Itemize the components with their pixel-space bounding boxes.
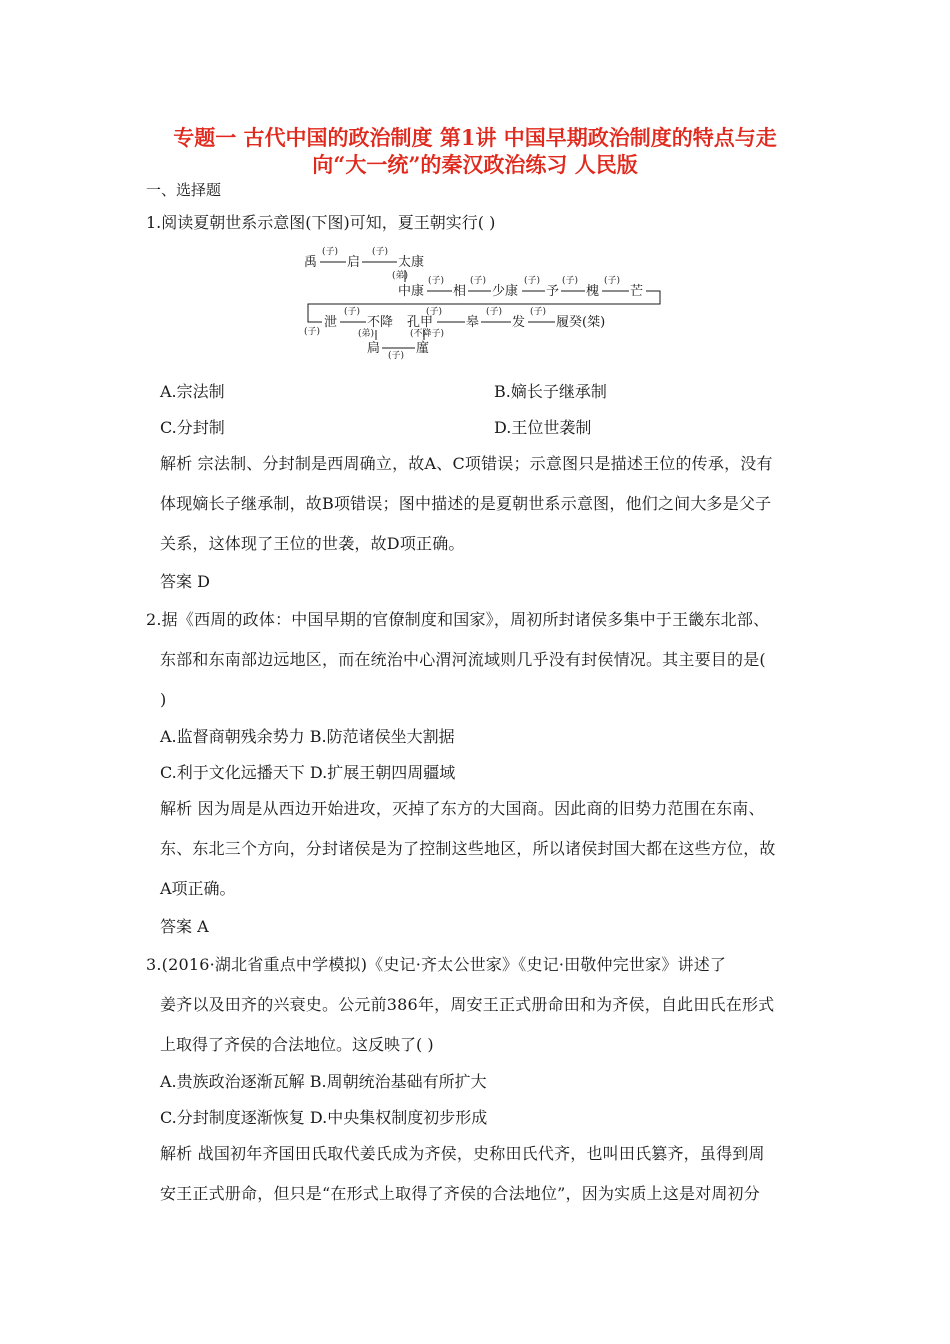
q2-options-ab: A.监督商朝残余势力 B.防范诸侯坐大割据 (160, 727, 455, 746)
rel-fa-lugui: (子) (530, 307, 547, 317)
q3-options-cd: C.分封制度逐渐恢复 D.中央集权制度初步形成 (160, 1108, 488, 1127)
rel-bujiang-jiong: (弟) (358, 329, 375, 339)
rel-shaokang-yu: (子) (524, 276, 541, 286)
node-jiong: 扃 (367, 341, 381, 356)
q3-analysis-line-1: 解析 战国初年齐国田氏取代姜氏成为齐侯，史称田氏代齐，也叫田氏篡齐，虽得到周 (160, 1144, 765, 1163)
q3-analysis-line-2: 安王正式册命，但只是“在形式上取得了齐侯的合法地位”，因为实质上这是对周初分 (160, 1184, 760, 1203)
question-3-stem-line-3: 上取得了齐侯的合法地位。这反映了( ) (160, 1035, 434, 1054)
rel-taikang-zhongkang: (弟) (392, 271, 409, 281)
rel-yu-huai: (子) (562, 276, 579, 286)
node-taikang: 太康 (398, 255, 425, 270)
xia-lineage-diagram (300, 244, 680, 362)
question-2-stem-line-3: ) (160, 690, 167, 709)
rel-mang-xie: (子) (304, 327, 321, 337)
rel-zhongkang-xiang: (子) (428, 276, 445, 286)
node-zhongkang: 中康 (398, 284, 425, 299)
title-line-1: 专题一 古代中国的政治制度 第1讲 中国早期政治制度的特点与走 (173, 125, 777, 150)
question-2-stem-line-2: 东部和东南部边远地区，而在统治中心渭河流域则几乎没有封侯情况。其主要目的是( (160, 650, 766, 669)
rel-xie-bujiang: (子) (344, 307, 361, 317)
node-shaokang: 少康 (492, 284, 519, 299)
q1-option-d: D.王位世袭制 (494, 418, 592, 437)
question-3-stem-line-2: 姜齐以及田齐的兴衰史。公元前386年，周安王正式册命田和为齐侯，自此田氏在形式 (160, 995, 775, 1014)
q1-option-c: C.分封制 (160, 418, 225, 437)
node-qi: 启 (347, 255, 361, 270)
node-mang: 芒 (630, 284, 644, 299)
rel-jiong-jin: (子) (388, 351, 405, 361)
rel-yu-qi: (子) (322, 247, 339, 257)
q2-analysis-line-3: A项正确。 (160, 879, 236, 898)
q1-option-b: B.嫡长子继承制 (494, 382, 607, 401)
question-2-stem-line-1: 2.据《西周的政体：中国早期的官僚制度和国家》，周初所封诸侯多集中于王畿东北部、 (146, 610, 770, 629)
title-line-2: 向“大一统”的秦汉政治练习 人民版 (312, 152, 638, 177)
node-kongjia: 孔甲 (407, 315, 434, 330)
q2-analysis-line-1: 解析 因为周是从西边开始进攻，灭掉了东方的大国商。因此商的旧势力范围在东南、 (160, 799, 765, 818)
q1-option-a: A.宗法制 (160, 382, 225, 401)
node-gao: 皋 (466, 315, 480, 330)
q1-answer: 答案 D (160, 572, 210, 591)
question-1-stem: 1.阅读夏朝世系示意图(下图)可知，夏王朝实行( ) (146, 213, 496, 232)
node-jin: 廑 (416, 341, 430, 356)
node-huai: 槐 (586, 284, 600, 299)
rel-gao-fa: (子) (486, 307, 503, 317)
node-lugui: 履癸(桀) (556, 315, 606, 330)
node-xie: 泄 (324, 315, 338, 330)
node-yu2: 予 (546, 284, 560, 299)
q2-answer: 答案 A (160, 917, 209, 936)
q1-analysis-line-3: 关系，这体现了王位的世袭，故D项正确。 (160, 534, 465, 553)
question-3-stem-line-1: 3.(2016·湖北省重点中学模拟)《史记·齐太公世家》《史记·田敬仲完世家》讲述了 (146, 955, 727, 974)
q1-analysis-line-1: 解析 宗法制、分封制是西周确立，故A、C项错误；示意图只是描述王位的传承，没有 (160, 454, 773, 473)
rel-xiang-shaokang: (子) (470, 276, 487, 286)
rel-bujiang-kongjia: (不降子) (410, 329, 445, 339)
section-heading: 一、选择题 (146, 181, 222, 199)
rel-qi-taikang: (子) (372, 247, 389, 257)
q1-analysis-line-2: 体现嫡长子继承制，故B项错误；图中描述的是夏朝世系示意图，他们之间大多是父子 (160, 494, 772, 513)
node-yu: 禹 (304, 255, 318, 270)
node-bujiang: 不降 (367, 315, 394, 330)
q2-analysis-line-2: 东、东北三个方向，分封诸侯是为了控制这些地区，所以诸侯封国大都在这些方位，故 (160, 839, 776, 858)
node-xiang: 相 (453, 284, 467, 299)
rel-huai-mang: (子) (604, 276, 621, 286)
node-fa: 发 (512, 315, 526, 330)
q2-options-cd: C.利于文化远播天下 D.扩展王朝四周疆域 (160, 763, 456, 782)
q3-options-ab: A.贵族政治逐渐瓦解 B.周朝统治基础有所扩大 (160, 1072, 487, 1091)
rel-kongjia-gao: (子) (426, 307, 443, 317)
